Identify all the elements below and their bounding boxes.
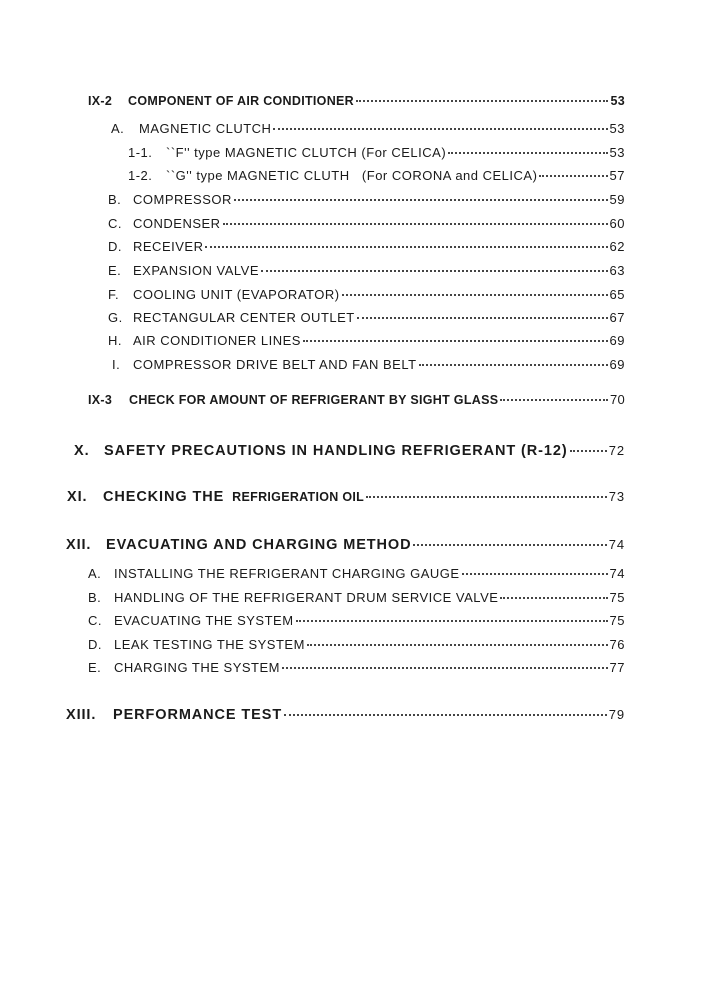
entry-page: 69 — [609, 333, 625, 348]
entry-code: H. — [108, 333, 122, 348]
dot-leader — [234, 199, 608, 201]
entry-code: B. — [88, 590, 102, 605]
entry-code: B. — [108, 192, 122, 207]
entry-code: 1-2. — [128, 168, 153, 183]
entry-label-continued: REFRIGERATION OIL — [232, 490, 365, 504]
entry-code: D. — [88, 637, 102, 652]
entry-label: CHARGING THE SYSTEM — [114, 660, 281, 675]
entry-code: E. — [88, 660, 102, 675]
entry-page: 53 — [609, 145, 625, 160]
dot-leader — [342, 294, 608, 296]
toc-entry-xii-b — [88, 590, 625, 605]
dot-leader — [356, 100, 608, 102]
entry-label: HANDLING OF THE REFRIGERANT DRUM SERVICE VALVE — [114, 590, 499, 605]
dot-leader — [357, 317, 608, 319]
entry-label: COMPRESSOR — [133, 192, 232, 207]
toc-entry-ix-2-a-1-1 — [128, 145, 625, 160]
toc-entry-ix-2-g — [108, 310, 625, 325]
entry-label: ``F'' type MAGNETIC CLUTCH (For CELICA) — [166, 145, 447, 160]
entry-label: INSTALLING THE REFRIGERANT CHARGING GAUGE — [114, 566, 460, 581]
entry-page: 65 — [609, 287, 625, 302]
entry-page: 60 — [609, 216, 625, 231]
dot-leader — [366, 496, 607, 498]
dot-leader — [205, 246, 607, 248]
entry-page: 63 — [609, 263, 625, 278]
entry-code: I. — [112, 357, 121, 372]
entry-label: CHECK FOR AMOUNT OF REFRIGERANT BY SIGHT GLASS — [129, 393, 499, 407]
entry-page: 69 — [609, 357, 625, 372]
entry-label: EVACUATING AND CHARGING METHOD — [106, 537, 412, 553]
toc-entry-xii-e — [88, 660, 625, 675]
entry-code: D. — [108, 239, 122, 254]
dot-leader — [500, 597, 607, 599]
dot-leader — [223, 223, 608, 225]
toc-entry-xii-c — [88, 613, 625, 628]
entry-page: 75 — [609, 590, 625, 605]
entry-label: RECTANGULAR CENTER OUTLET — [133, 310, 355, 325]
dot-leader — [284, 714, 607, 716]
toc-entry-xii — [66, 537, 625, 553]
toc-entry-ix-2-d — [108, 239, 625, 254]
toc-entry-ix-2-f — [108, 287, 625, 302]
entry-label: EVACUATING THE SYSTEM — [114, 613, 294, 628]
dot-leader — [303, 340, 608, 342]
entry-code: IX-2 — [88, 94, 113, 108]
entry-page: 76 — [609, 637, 625, 652]
toc-entry-ix-2-a-1-2 — [128, 168, 625, 183]
dot-leader — [570, 450, 607, 452]
toc-entry-ix-2-b — [108, 192, 625, 207]
entry-code: 1-1. — [128, 145, 153, 160]
toc-entry-ix-2-i — [112, 357, 625, 372]
entry-label: RECEIVER — [133, 239, 204, 254]
entry-page: 67 — [609, 310, 625, 325]
entry-code: G. — [108, 310, 123, 325]
toc-entry-ix-2-e — [108, 263, 625, 278]
toc-entry-xii-a — [88, 566, 625, 581]
toc-entry-xiii — [66, 707, 625, 723]
entry-code: XII. — [66, 537, 92, 553]
toc-entry-ix-3 — [88, 392, 625, 407]
entry-page: 79 — [608, 707, 625, 722]
toc-entry-ix-2 — [88, 94, 625, 108]
entry-page: 53 — [609, 121, 625, 136]
dot-leader — [500, 399, 608, 401]
entry-page: 77 — [609, 660, 625, 675]
entry-label: LEAK TESTING THE SYSTEM — [114, 637, 305, 652]
entry-page: 73 — [608, 489, 625, 504]
dot-leader — [261, 270, 608, 272]
dot-leader — [413, 544, 606, 546]
entry-label: AIR CONDITIONER LINES — [133, 333, 301, 348]
dot-leader — [273, 128, 607, 130]
entry-code: A. — [88, 566, 102, 581]
entry-code: A. — [111, 121, 125, 136]
toc-entry-ix-2-c — [108, 216, 625, 231]
entry-label: COOLING UNIT (EVAPORATOR) — [133, 287, 340, 302]
entry-label: MAGNETIC CLUTCH — [139, 121, 272, 136]
entry-label: EXPANSION VALVE — [133, 263, 259, 278]
toc-entry-ix-2-h — [108, 333, 625, 348]
entry-code: XIII. — [66, 707, 97, 723]
entry-page: 62 — [609, 239, 625, 254]
dot-leader — [282, 667, 608, 669]
dot-leader — [419, 364, 608, 366]
entry-code: IX-3 — [88, 393, 113, 407]
entry-label: PERFORMANCE TEST — [113, 707, 283, 723]
entry-page: 59 — [609, 192, 625, 207]
dot-leader — [448, 152, 607, 154]
dot-leader — [296, 620, 608, 622]
entry-label: CONDENSER — [133, 216, 221, 231]
entry-page: 72 — [608, 443, 625, 458]
entry-page: 70 — [609, 392, 625, 407]
toc-entry-xii-d — [88, 637, 625, 652]
entry-page: 74 — [608, 537, 625, 552]
entry-page: 75 — [609, 613, 625, 628]
entry-label: COMPONENT OF AIR CONDITIONER — [128, 94, 354, 108]
entry-code: XI. — [67, 489, 88, 505]
dot-leader — [539, 175, 607, 177]
entry-code: F. — [108, 287, 120, 302]
entry-page: 74 — [609, 566, 625, 581]
entry-label: COMPRESSOR DRIVE BELT AND FAN BELT — [133, 357, 417, 372]
entry-label: ``G'' type MAGNETIC CLUTH (For CORONA and CELICA) — [166, 168, 538, 183]
entry-code: X. — [74, 443, 90, 459]
entry-page: 57 — [609, 168, 625, 183]
entry-code: C. — [88, 613, 102, 628]
dot-leader — [307, 644, 608, 646]
dot-leader — [462, 573, 608, 575]
toc-entry-xi — [67, 489, 625, 505]
toc-entry-x — [74, 443, 625, 459]
entry-code: E. — [108, 263, 122, 278]
entry-label: SAFETY PRECAUTIONS IN HANDLING REFRIGERANT (R-12) — [104, 443, 568, 459]
entry-page: 53 — [610, 94, 625, 108]
entry-label: CHECKING THE — [103, 489, 225, 505]
toc-entry-ix-2-a — [111, 121, 625, 136]
entry-code: C. — [108, 216, 122, 231]
